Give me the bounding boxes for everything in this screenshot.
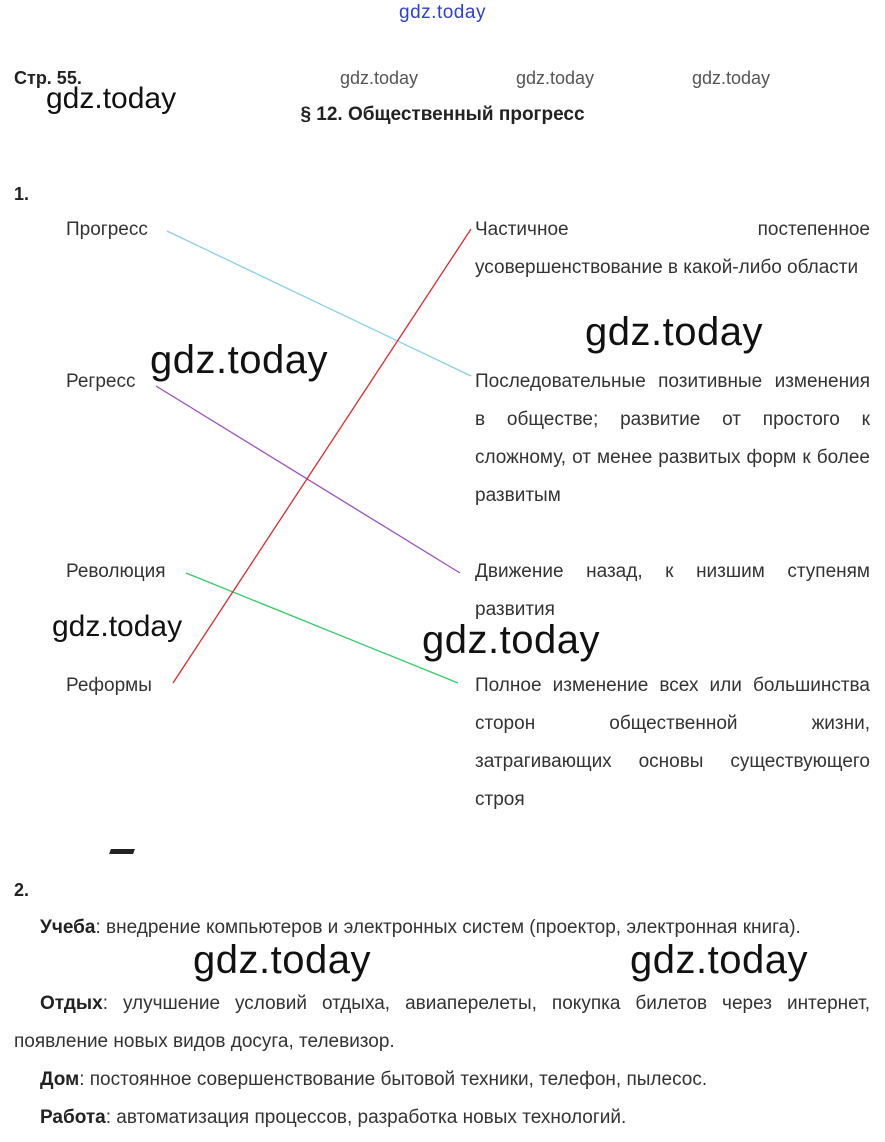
watermark-overlay: gdz.today bbox=[150, 338, 328, 382]
task-1-number: 1. bbox=[14, 184, 30, 204]
stray-mark bbox=[109, 849, 135, 854]
answer-text: : постоянное совершенствование бытовой техники, телефон, пылесос. bbox=[79, 1069, 708, 1090]
line-reforms bbox=[173, 229, 471, 683]
term-revolution: Революция bbox=[66, 561, 166, 582]
watermark-small: gdz.today bbox=[516, 68, 595, 88]
answer-work bbox=[14, 1099, 870, 1137]
answer-leisure bbox=[14, 985, 870, 1061]
term-regress: Регресс bbox=[66, 371, 136, 392]
section-title: § 12. Общественный прогресс bbox=[300, 104, 585, 125]
answer-home bbox=[14, 1061, 870, 1099]
term-progress: Прогресс bbox=[66, 219, 148, 240]
answer-label: Отдых bbox=[40, 993, 103, 1014]
watermark-small: gdz.today bbox=[340, 68, 419, 88]
watermark-overlay: gdz.today bbox=[193, 938, 371, 982]
watermark-overlay: gdz.today bbox=[46, 82, 177, 115]
watermark-overlay: gdz.today bbox=[52, 610, 183, 643]
definition-3: Движение назад, к низшим ступеням развития bbox=[475, 561, 870, 620]
answer-label: Дом bbox=[40, 1069, 80, 1090]
answer-label: Учеба bbox=[40, 917, 96, 938]
header-watermark: gdz.today bbox=[399, 2, 486, 23]
answer-text: : автоматизация процессов, разработка новых технологий. bbox=[105, 1107, 627, 1128]
line-regress bbox=[156, 386, 460, 573]
definition-2: Последовательные позитивные изменения в обществе; развитие от простого к сложному, от менее развитых форм к более развитым bbox=[475, 371, 870, 506]
answer-text: : внедрение компьютеров и электронных систем (проектор, электронная книга). bbox=[95, 917, 801, 938]
watermark-overlay: gdz.today bbox=[585, 310, 763, 354]
task-2-number: 2. bbox=[14, 880, 30, 900]
line-revolution bbox=[186, 573, 458, 683]
definition-4: Полное изменение всех или большинства сторон общественной жизни, затрагивающих основы существующего строя bbox=[475, 675, 870, 810]
watermark-overlay: gdz.today bbox=[630, 938, 808, 982]
watermark-small: gdz.today bbox=[692, 68, 771, 88]
watermark-overlay: gdz.today bbox=[422, 618, 600, 662]
term-reforms: Реформы bbox=[66, 675, 152, 696]
answer-text: : улучшение условий отдыха, авиаперелеты, покупка билетов через интернет, появление новых видов досуга, телевизор. bbox=[14, 993, 870, 1052]
answer-label: Работа bbox=[40, 1107, 106, 1128]
page-reference: Стр. 55. bbox=[14, 68, 82, 88]
definition-1: Частичное постепенное усовершенствование в какой-либо области bbox=[475, 219, 870, 278]
